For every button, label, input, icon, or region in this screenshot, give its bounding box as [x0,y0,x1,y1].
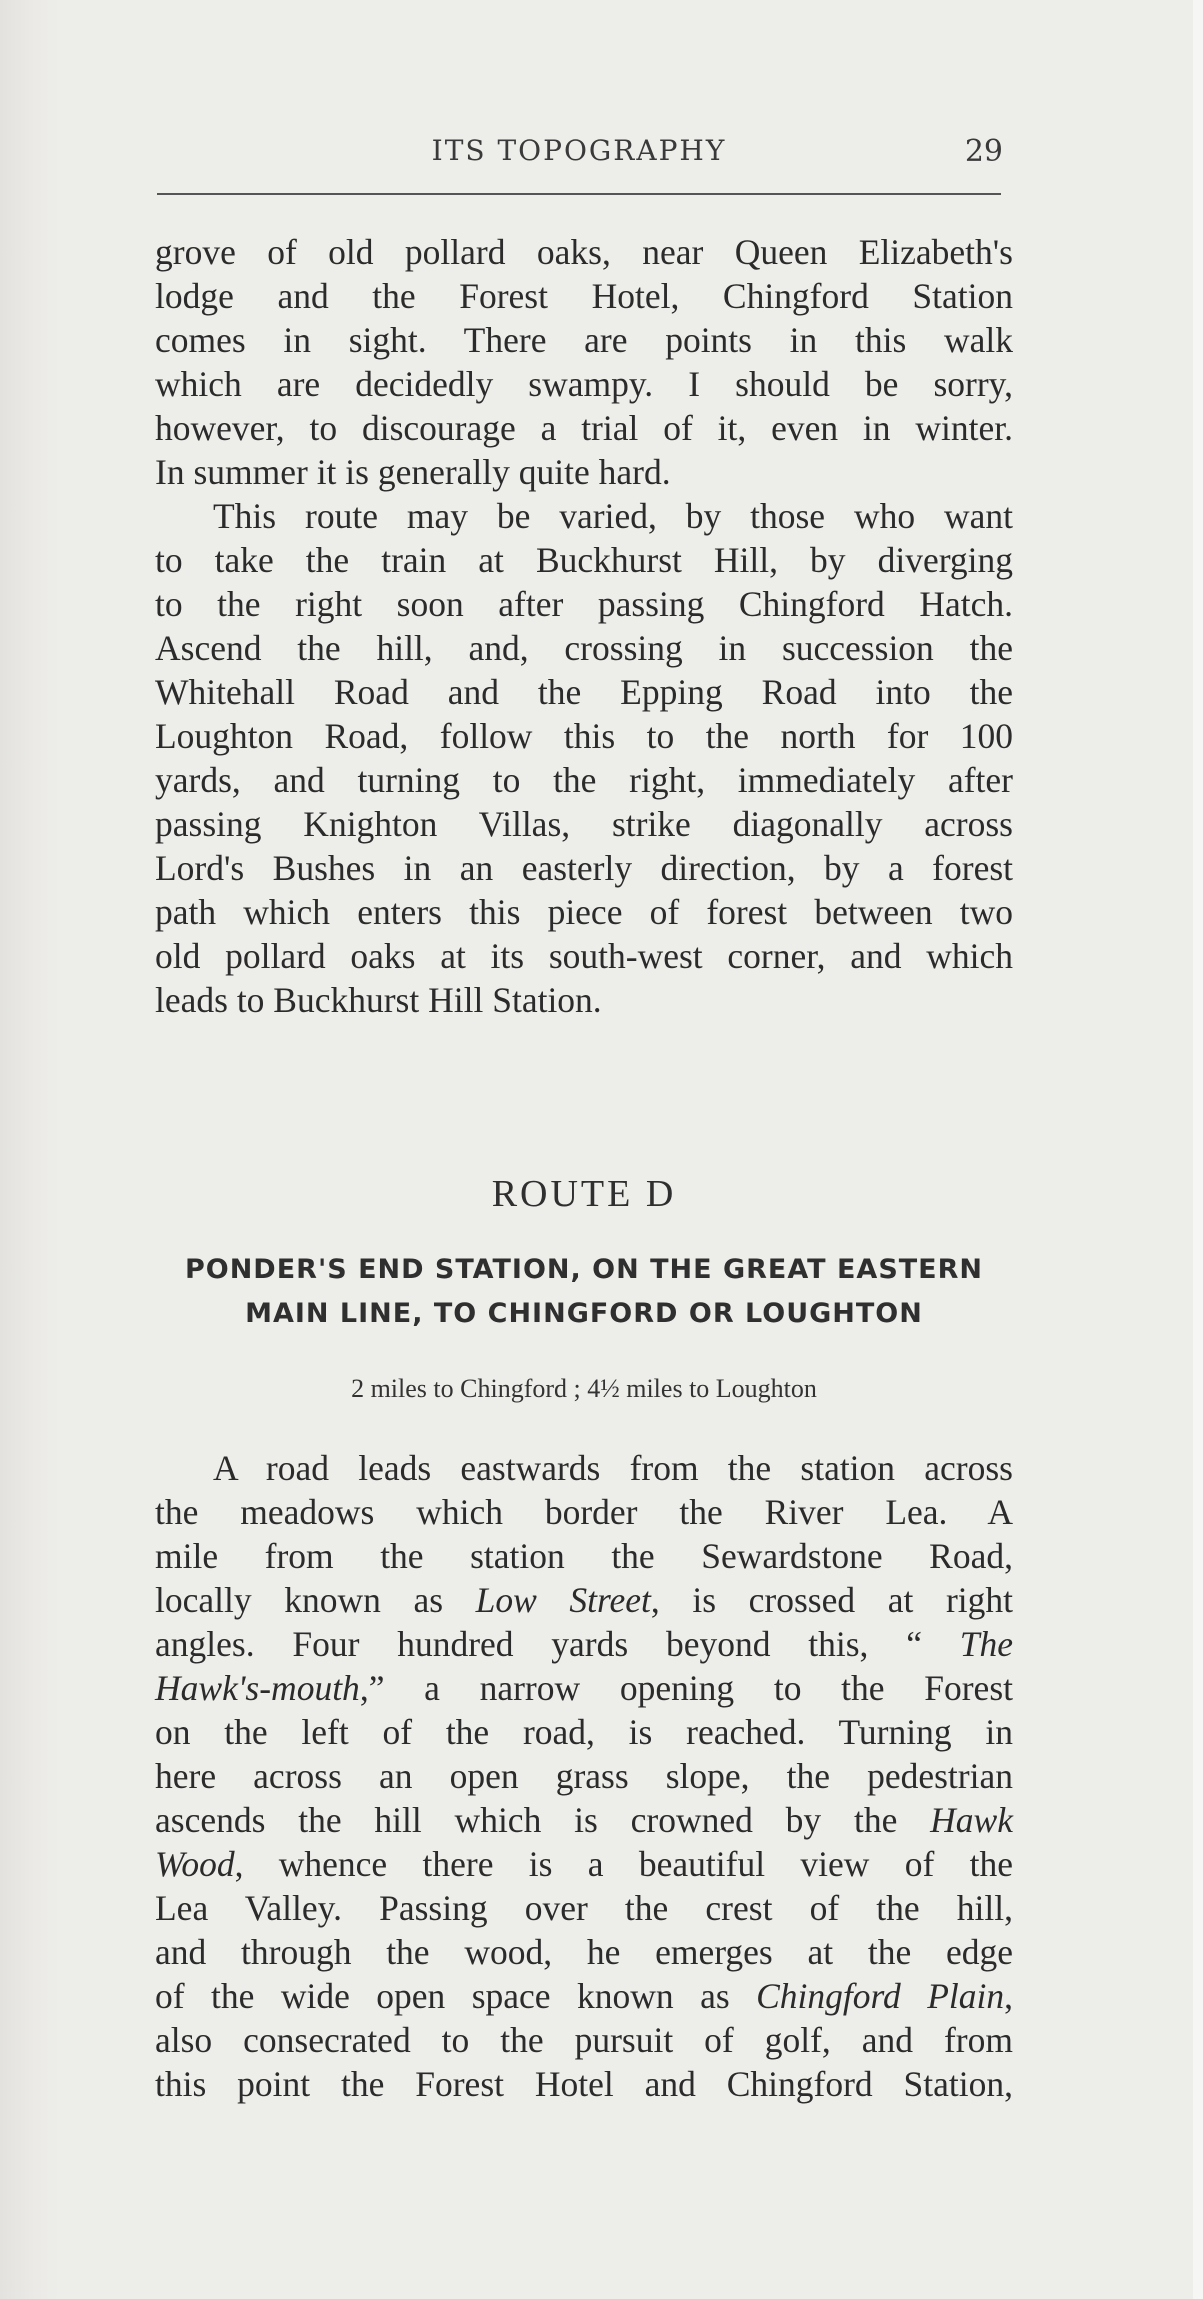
text-line: passing Knighton Villas, strike diagonally across [155,804,1013,844]
text-line: mile from the station the Sewardstone Road, [155,1536,1013,1576]
text-line [155,1974,1013,2018]
route-distance: 2 miles to Chingford ; 4½ miles to Loughton [351,1374,817,1403]
text-line: lodge and the Forest Hotel, Chingford Station [155,276,1013,316]
text-line: here across an open grass slope, the pedestrian [155,1756,1013,1796]
text-line: This route may be varied, by those who want [213,496,1013,536]
text-run: , whence there is a beautiful view of the [234,1844,1013,1884]
text-line: Loughton Road, follow this to the north for 100 [155,716,1013,756]
text-line: leads to Buckhurst Hill Station. [155,980,602,1020]
running-head: ITS TOPOGRAPHY [431,134,727,167]
text-line: to take the train at Buckhurst Hill, by diverging [155,540,1013,580]
text-line: to the right soon after passing Chingford Hatch. [155,584,1013,624]
italic-text: Hawk's-mouth [155,1668,360,1708]
text-line: and through the wood, he emerges at the edge [155,1932,1013,1972]
text-line: however, to discourage a trial of it, even in winter. [155,408,1013,448]
text-line: A road leads eastwards from the station across [213,1448,1013,1488]
text-run: ,” a narrow opening to the Forest [359,1668,1013,1708]
route-subheading-line: MAIN LINE, TO CHINGFORD OR LOUGHTON [245,1298,923,1329]
italic-text: The [959,1624,1013,1664]
text-line: Lord's Bushes in an easterly direction, by a forest [155,848,1013,888]
text-run: , [1004,1976,1013,2016]
text-line: path which enters this piece of forest between two [155,892,1013,932]
page-header [155,134,1003,184]
text-line: on the left of the road, is reached. Turning in [155,1712,1013,1752]
italic-text: Wood [155,1844,235,1884]
text-run: of the wide open space known as [155,1976,757,2016]
paragraph-route-variation [155,494,1013,1022]
text-line [155,1622,1013,1666]
text-line [155,1666,1013,1710]
text-run: angles. Four hundred yards beyond this, “ [155,1624,960,1664]
text-run: locally known as [155,1580,476,1620]
paragraph-route-d [155,1446,1013,2106]
text-run: , is crossed at right [650,1580,1013,1620]
text-line: Whitehall Road and the Epping Road into the [155,672,1013,712]
route-subheading [155,1248,1013,1336]
paragraph-continuation [155,230,1013,494]
text-line: Lea Valley. Passing over the crest of the hill, [155,1888,1013,1928]
header-rule [157,193,1001,195]
text-line: grove of old pollard oaks, near Queen Elizabeth's [155,232,1013,272]
page-edge [1193,0,1203,2299]
text-line: Ascend the hill, and, crossing in succession the [155,628,1013,668]
text-line: also consecrated to the pursuit of golf, and from [155,2020,1013,2060]
page-gutter [0,0,60,2299]
text-line [155,1842,1013,1886]
text-run: ascends the hill which is crowned by the [155,1800,931,1840]
route-heading: ROUTE D [491,1173,677,1215]
text-line: old pollard oaks at its south-west corner, and which [155,936,1013,976]
text-line: this point the Forest Hotel and Chingford Station, [155,2064,1013,2104]
italic-text: Hawk [930,1800,1013,1840]
text-line: yards, and turning to the right, immediately after [155,760,1013,800]
text-line: the meadows which border the River Lea. A [155,1492,1013,1532]
text-line: In summer it is generally quite hard. [155,452,671,492]
text-line [155,1578,1013,1622]
page-number: 29 [964,134,1003,169]
text-line: comes in sight. There are points in this walk [155,320,1013,360]
italic-text: Low Street [475,1580,651,1620]
route-subheading-line: PONDER'S END STATION, ON THE GREAT EASTERN [184,1254,984,1285]
italic-text: Chingford Plain [756,1976,1005,2016]
text-line [155,1798,1013,1842]
text-line: which are decidedly swampy. I should be sorry, [155,364,1013,404]
